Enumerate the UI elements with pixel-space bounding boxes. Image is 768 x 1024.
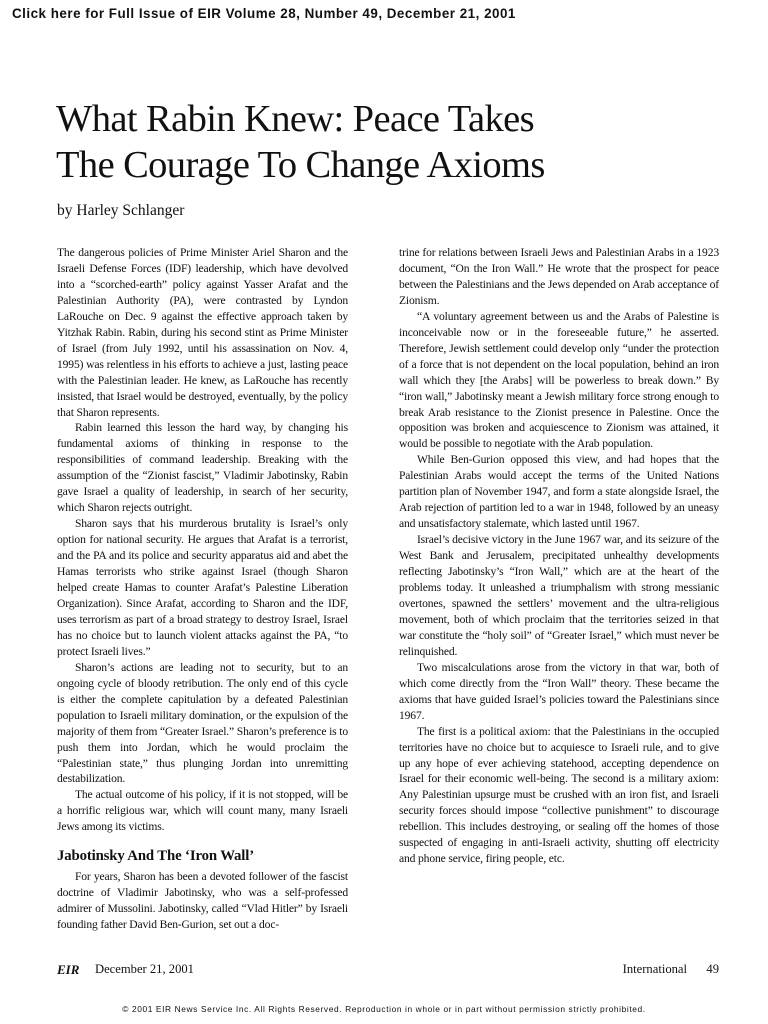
issue-date: December 21, 2001 (95, 962, 194, 976)
byline: by Harley Schlanger (57, 202, 185, 219)
paragraph: Two miscalculations arose from the victory in that war, both of which come directly from the “Iron Wall” theory. These became the axioms that have guided Israel’s policies toward the Palestinians since 1967. (399, 660, 719, 722)
page-footer (57, 962, 719, 980)
paragraph: For years, Sharon has been a devoted follower of the fascist doctrine of Vladimir Jabotinsky, who was a self-professed admirer of Mussolini. Jabotinsky, called “Vlad Hitler” by Israeli founding father David Ben-Gurion, set out a doc- (57, 870, 348, 932)
publication-name: EIR (57, 962, 80, 977)
paragraph: Sharon’s actions are leading not to security, but to an ongoing cycle of bloody retribution. The only end of this cycle is either the complete capitulation by a defeated Palestinian population to Israeli military domination, or the expulsion of the majority of them from “Greater Israel.” Sharon’s preference is to push them into Jordan, which he would proclaim the “Palestinian state,” thus plunging Jordan into unremitting destabilization. (57, 660, 348, 786)
paragraph: Rabin learned this lesson the hard way, by changing his fundamental axioms of thinking in response to the responsibilities of command leadership. Breaking with the assumption of the “Zionist fascist,” Vladimir Jabotinsky, Rabin gave Israel a quality of leadership, in search of her security, which Sharon rejects outright. (57, 421, 348, 515)
left-column (57, 245, 348, 933)
full-issue-link[interactable]: Click here for Full Issue of EIR Volume 28, Number 49, December 21, 2001 (12, 6, 516, 21)
paragraph: Sharon says that his murderous brutality is Israel’s only option for national security. He argues that Arafat is a terrorist, and the PA and its police and security apparatus aid and abet the Hamas terrorists who strike against Israel (though Sharon helped create Hamas to counter Arafat’s Palestine Liberation Organization). Since Arafat, according to Sharon and the IDF, uses terrorism as part of a broad strategy to destroy Israel, Israel has no choice but to launch violent attacks against the PA, “to protect Israeli lives.” (57, 517, 348, 658)
page-number: 49 (706, 962, 719, 976)
paragraph: “A voluntary agreement between us and the Arabs of Palestine is inconceivable now or in the foreseeable future,” he asserted. Therefore, Jewish settlement could develop only “under the protection of a force that is not dependent on the local population, behind an iron wall which they [the Arabs] will be powerless to break down.” By “iron wall,” Jabotinsky meant a Jewish military force strong enough to break Arab resistance to the Zionist presence in Palestine. Once the opposition was broken and acquiescence to Zionism was attained, it would be possible to negotiate with the Arab population. (399, 309, 719, 451)
article-title (56, 96, 716, 188)
article-title-line-1: What Rabin Knew: Peace Takes (56, 98, 534, 140)
paragraph: trine for relations between Israeli Jews and Palestinian Arabs in a 1923 document, “On the Iron Wall.” He wrote that the prospect for peace between the Palestinians and the Jews depended on Arab acceptance of Zionism. (399, 246, 719, 307)
right-column (399, 245, 719, 867)
section-subhead: Jabotinsky And The ‘Iron Wall’ (57, 848, 254, 865)
article-title-line-2: The Courage To Change Axioms (56, 144, 545, 186)
paragraph: Israel’s decisive victory in the June 1967 war, and its seizure of the West Bank and Jerusalem, precipitated unhealthy developments reflecting Jabotinsky’s “Iron Wall,” which are at the heart of the problems today. It unleashed a triumphalism with strong messianic overtones, spawned the settlers’ movement and the ultra-religious movement, both of which proclaim that the territories seized in that war constitute the “holy soil” of “Greater Israel,” which must never be relinquished. (399, 533, 719, 658)
paragraph: While Ben-Gurion opposed this view, and had hopes that the Palestinian Arabs would accept the terms of the United Nations partition plan of November 1947, and form a state alongside Israel, the Arab rejection of partition led to a war in 1948, followed by an uneasy and unsatisfactory stalemate, which lasted until 1967. (399, 453, 719, 531)
paragraph: The actual outcome of his policy, if it is not stopped, will be a horrific religious war, which will count many, many Israeli Jews among its victims. (57, 788, 348, 834)
section-name: International (622, 962, 687, 976)
paragraph: The dangerous policies of Prime Minister Ariel Sharon and the Israeli Defense Forces (IDF) leadership, which have devolved into a “scorched-earth” policy against Yasser Arafat and the Palestinian Authority (PA), were contrasted by Lyndon LaRouche on Dec. 9 against the effective approach taken by Yitzhak Rabin. Rabin, during his second stint as Prime Minister of Israel (from July 1992, until his assassination on Nov. 4, 1995) was relentless in his efforts to achieve a just, lasting peace with the Palestinian leader. He knew, as LaRouche has recently insisted, that Israel would be destroyed, eventually, by the policy that Sharon represents. (57, 246, 348, 419)
copyright-notice: © 2001 EIR News Service Inc. All Rights Reserved. Reproduction in whole or in part without permission strictly prohibited. (122, 1004, 646, 1014)
paragraph: The first is a political axiom: that the Palestinians in the occupied territories have no choice but to acquiesce to Israeli rule, and to give up any hope of ever achieving statehood, accepting dependence on Israel for their economic well-being. The second is a military axiom: Any Palestinian upsurge must be crushed with an iron fist, and Israeli security forces should impose “collective punishment” to discourage rebellion. This includes destroying, or sealing off the homes of those suspected of engaging in anti-Israeli activity, shutting off electricity and phone service, firing people, etc. (399, 724, 719, 866)
